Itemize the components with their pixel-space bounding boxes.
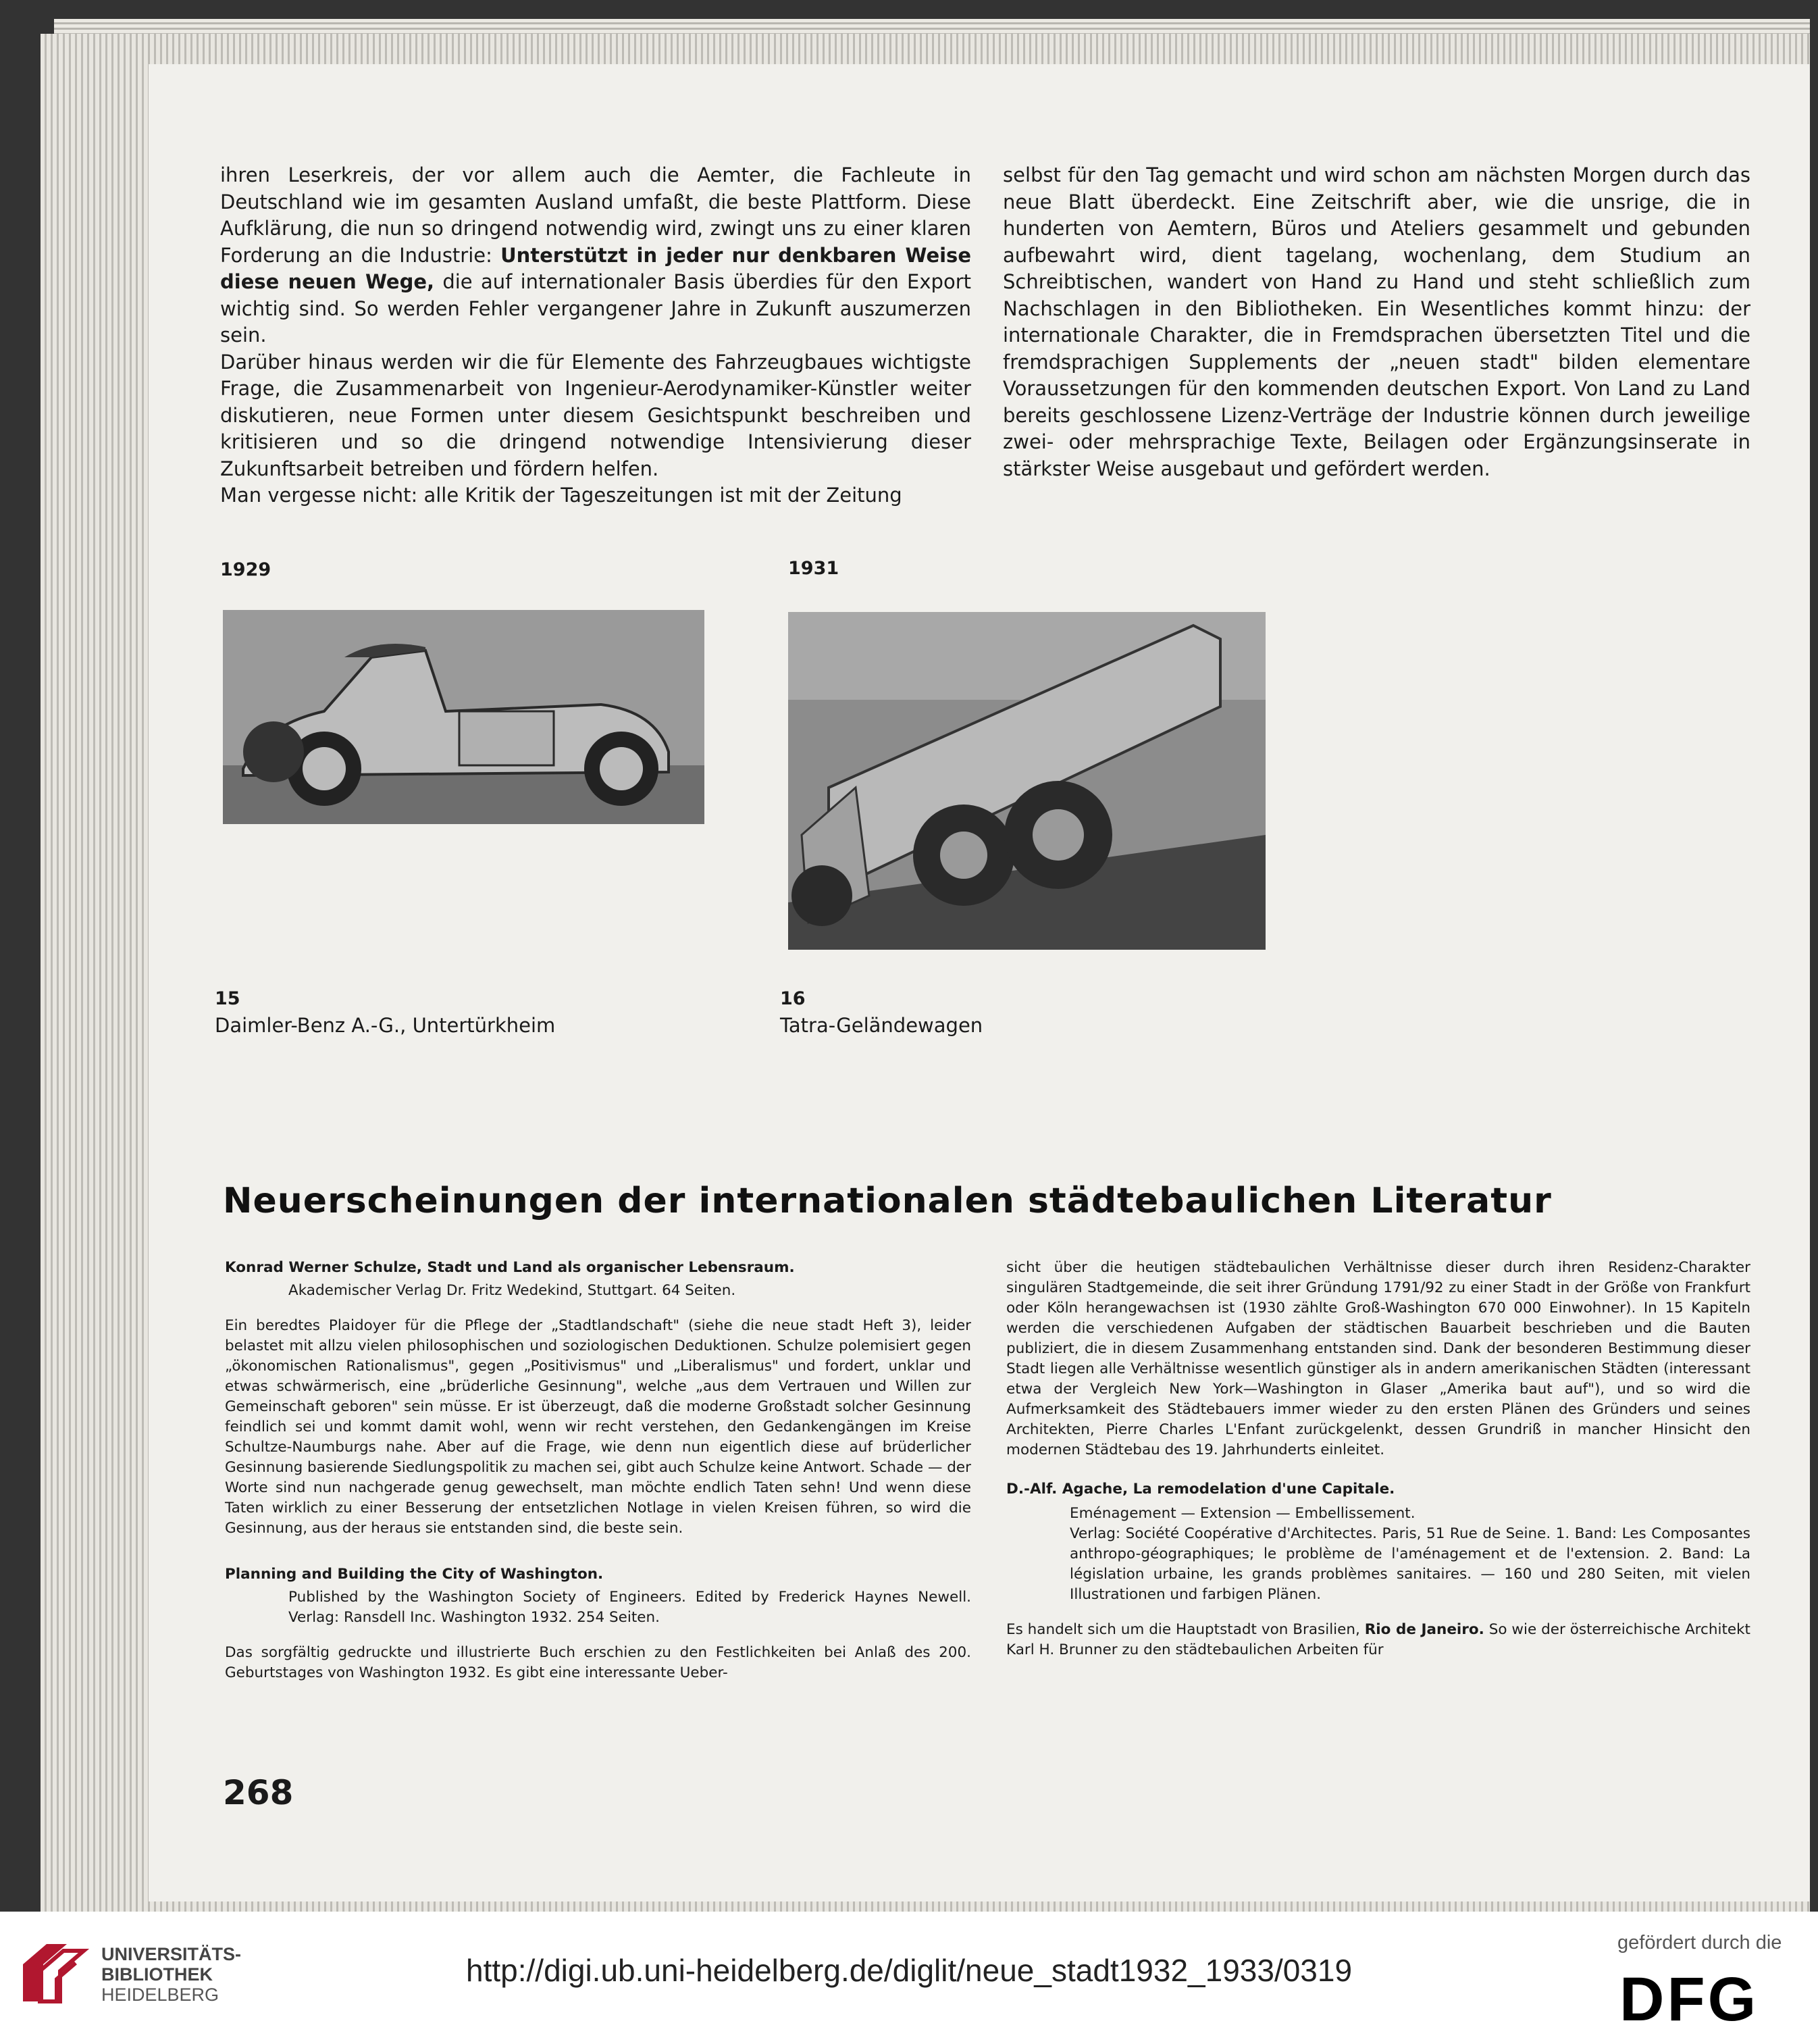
top-right-column <box>1003 162 1750 482</box>
library-name[interactable] <box>101 1944 241 2005</box>
reference-publisher-washington: Published by the Washington Society of Engineers. Edited by Frederick Haynes Newell. Verlag: Ransdell Inc. Washington 1932. 254 Seiten. <box>288 1589 971 1626</box>
top-left-column <box>220 162 971 509</box>
figure-caption-15: Daimler-Benz A.-G., Untertürkheim <box>215 1014 556 1037</box>
top-left-para3: Man vergesse nicht: alle Kritik der Tageszeitungen ist mit der Zeitung <box>220 484 902 507</box>
top-left-para1: ihren Leserkreis, der vor allem auch die Aemter, die Fachleute in Deutschland wie im gesamten Ausland umfaßt, die beste Plattform. Diese Aufklärung, die nun so dringend notwendig wird, zwingt uns zu einer klaren Forderung an die Industrie: Unterstützt in jeder nur denkbaren Weise diese neuen Wege, die auf internationaler Basis überdies für den Export wichtig sind. So werden Fehler vergangener Jahre in Zukunft auszumerzen sein. <box>220 163 971 347</box>
figure-year-1931: 1931 <box>788 558 839 579</box>
review-body-agache: Es handelt sich um die Hauptstadt von Brasilien, Rio de Janeiro. So wie der österreichische Architekt Karl H. Brunner zu den städtebaulichen Arbeiten für <box>1006 1621 1750 1658</box>
reference-publisher-agache: Verlag: Société Coopérative d'Architectes. Paris, 51 Rue de Seine. 1. Band: Les Composantes anthropo-géographiques; le problème de l'aménagement et de l'extension. 2. Band: La législation urbaine, les grands problèmes sanitaires. — 160 und 280 Seiten, mit vielen Illustrationen und farbigen Plänen. <box>1070 1525 1750 1603</box>
page-number: 268 <box>223 1773 294 1812</box>
review-body-washington-continued: sicht über die heutigen städtebaulichen Verhältnisse dieser durch ihren Residenz-Charakter singulären Stadtgemeinde, die seit ihrer Gründung 1791/92 zu einer Stadt in der Größe von Frankfurt oder Köln herangewachsen ist (1930 zählte Groß-Washington 670 000 Einwohner). In 15 Kapiteln werden die verschiedenen Aufgaben der städtischen Bauarbeit beschrieben und die Bauten publiziert, die in diesem Zusammenhang entstanden sind. Dank der besonderen Bestimmung dieser Stadt liegen alle Verhältnisse wesentlich günstiger als in andern amerikanischen Städten (interessant etwa der Vergleich New York—Washington in Glaser „Amerika baut auf"), und so wird die Aufmerksamkeit des Städtebauers immer wieder zu den ersten Plänen des Gründers und seines Architekten, Pierre Charles L'Enfant zurückgelenkt, dessen Grundriß in mancher Hinsicht den modernen Städtebau des 19. Jahrhunderts einleitet. <box>1006 1259 1750 1458</box>
viewer-footer <box>0 1912 1818 2044</box>
funding-label: gefördert durch die <box>1617 1932 1782 1953</box>
reference-title-agache: D.-Alf. Agache, La remodelation d'une Capitale. <box>1006 1481 1395 1498</box>
library-logo-icon[interactable] <box>16 1937 90 2012</box>
reference-title-schulze: Konrad Werner Schulze, Stadt und Land als organischer Lebensraum. <box>225 1259 795 1276</box>
reference-title-washington: Planning and Building the City of Washington. <box>225 1566 604 1583</box>
library-line-1: UNIVERSITÄTS- <box>101 1944 242 1964</box>
permalink-url[interactable]: http://digi.ub.uni-heidelberg.de/diglit/neue_stadt1932_1933/0319 <box>466 1953 1353 1988</box>
reference-subtitle-agache: Eménagement — Extension — Embellissement. <box>1070 1505 1416 1522</box>
section-title: Neuerscheinungen der internationalen städtebaulichen Literatur <box>223 1181 1552 1221</box>
top-right-para: selbst für den Tag gemacht und wird schon am nächsten Morgen durch das neue Blatt überdeckt. Eine Zeitschrift aber, wie die unsrige, die in hunderten von Aemtern, Büros und Ateliers gesammelt und gebunden aufbewahrt wird, dient tagelang, wochenlang, dem Studium an Schreibtischen, wandert von Hand zu Hand und steht schließlich zum Nachschlagen in den Bibliotheken. Ein Wesentliches kommt hinzu: der internationale Charakter, die in Fremdsprachen übersetzten Titel und die fremdsprachigen Supplements der „neuen stadt" bilden elementare Voraussetzungen für den kommenden deutschen Export. Von Land zu Land bereits geschlossene Lizenz-Verträge der Industrie können durch jeweilige zwei- oder mehrsprachige Texte, Beilagen oder Ergänzungsinserate in stärkster Weise ausgebaut und gefördert werden. <box>1003 163 1750 480</box>
dfg-logo[interactable]: DFG <box>1619 1965 1759 2034</box>
top-left-para2: Darüber hinaus werden wir die für Elemente des Fahrzeugbaues wichtigste Frage, die Zusammenarbeit von Ingenieur-Aerodynamiker-Künstler weiter diskutieren, neue Formen unter diesem Gesichtspunkt beschreiben und kritisieren und so die dringend notwendige Intensivierung dieser Zukunftsarbeit betreiben und fördern helfen. <box>220 350 971 480</box>
lower-left-column <box>225 1258 971 1683</box>
figure-year-1929: 1929 <box>220 559 271 580</box>
figure-caption-16: Tatra-Geländewagen <box>780 1014 983 1037</box>
photo-daimler-benz-car <box>223 610 704 824</box>
truck-illustration <box>788 612 1266 950</box>
library-line-2: BIBLIOTHEK <box>101 1964 213 1985</box>
review-body-schulze: Ein beredtes Plaidoyer für die Pflege der „Stadtlandschaft" (siehe die neue stadt Heft 3), leider belastet mit allzu vielen philosophischen und soziologischen Deduktionen. Schulze polemisiert gegen „ökonomischen Rationalismus", gegen „Positivismus" und „Liberalismus" und fordert, unklar und etwas schwärmerisch, eine „brüderliche Gesinnung", welche „aus dem Vertrauen und Willen zur Gemeinschaft geboren" sein müsse. Er ist überzeugt, daß die moderne Großstadt solcher Gesinnung feindlich sei und kommt damit wohl, wenn wir recht verstehen, den Gedankengängen im Kreise Schultze-Naumburgs nahe. Aber auf die Frage, wie denn nun eigentlich diese auf brüderlicher Gesinnung basierende Siedlungspolitik zu machen sei, gibt auch Schulze keine Antwort. Schade — der Worte sind nun nachgerade genug gewechselt, man möchte endlich Taten sehn! Und wenn diese Taten wirklich zu einer Besserung der entsetzlichen Notlage in vielen Kreisen führen, so wird die Gesinnung, aus der heraus sie entstanden sind, die beste sein. <box>225 1317 971 1537</box>
lower-right-column <box>1006 1258 1750 1660</box>
library-line-3: HEIDELBERG <box>101 1985 219 2005</box>
figure-number-15: 15 <box>215 988 240 1009</box>
reference-publisher-schulze: Akademischer Verlag Dr. Fritz Wedekind, Stuttgart. 64 Seiten. <box>288 1282 736 1299</box>
review-body-washington: Das sorgfältig gedruckte und illustrierte Buch erschien zu den Festlichkeiten bei Anlaß des 200. Geburtstages von Washington 1932. Es gibt eine interessante Ueber- <box>225 1644 971 1681</box>
car-illustration <box>223 610 704 824</box>
photo-tatra-truck <box>788 612 1266 950</box>
figure-number-16: 16 <box>780 988 806 1009</box>
emphasis-text: Unterstützt in jeder nur denkbaren Weise diese neuen Wege, <box>220 243 971 293</box>
emphasis-rio: Rio de Janeiro. <box>1364 1621 1484 1638</box>
